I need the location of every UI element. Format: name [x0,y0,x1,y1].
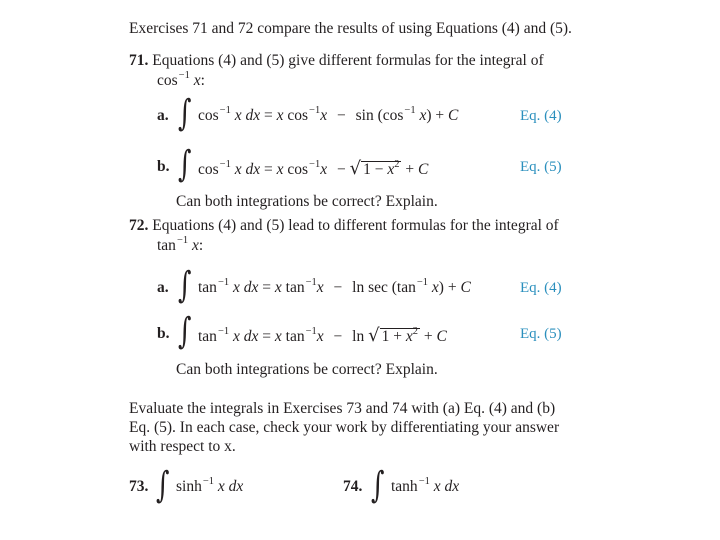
exercise-72-line2: $\tan^{-1} x$: [157,235,204,254]
integral-sign-icon: ∫ [178,265,192,306]
exercise-71-text-line1: Equations (4) and (5) give different formulas for the integral of [152,52,544,69]
integral-sign-icon: ∫ [178,93,192,134]
evaluate-line1: Evaluate the integrals in Exercises 73 and 74 with (a) Eq. (4) and (b) [129,400,556,417]
integral-sign-icon: ∫ [156,465,170,506]
exercise-72a-formula: $\tan^{-1} x$ dx = x $\tan^{-1}x - \ln \sec (\tan^{-1}$ x) + C [198,277,471,296]
exercise-73-number: 73. [129,478,149,495]
exercise-72-statement [129,217,559,235]
exercise-71b-ref: Eq. (5) [520,159,562,175]
exercise-72b-label: b. [157,325,170,342]
exercise-72b-formula: $\tan^{-1} x$ dx = x $\tan^{-1}x - \ln$ √ $1 + x^2 + C$ [198,325,447,346]
exercise-71a-label: a. [157,107,169,124]
exercise-72b-ref: Eq. (5) [520,326,562,342]
exercise-72-text-line1: Equations (4) and (5) lead to different formulas for the integral of [152,217,559,234]
exercise-72a-ref: Eq. (4) [520,280,562,296]
exercise-71-line2: $\cos^{-1} x$: [157,70,205,89]
exercise-71-number: 71. [129,52,149,69]
exercise-71b-formula: $\cos^{-1} x$ dx = x $\cos^{-1}x$ − √ $1 - x^2 + C$ [198,158,429,179]
exercise-73-formula: $\sinh^{-1} x$ dx [176,476,244,495]
evaluate-line3: with respect to x. [129,438,236,455]
exercise-71a-ref: Eq. (4) [520,108,562,124]
integral-sign-icon: ∫ [178,144,192,185]
exercise-72-number: 72. [129,217,149,234]
exercise-71-question: Can both integrations be correct? Explain. [176,193,438,210]
exercise-74-formula: $\tanh^{-1} x$ dx [391,476,460,495]
exercise-74-number: 74. [343,478,363,495]
exercise-72a-label: a. [157,279,169,296]
integral-sign-icon: ∫ [178,311,192,352]
exercise-71-statement [129,52,544,70]
exercise-71a-formula: $\cos^{-1} x$ dx = x $\cos^{-1}x - \sin (\cos^{-1}$ x) + C [198,105,459,124]
exercise-71b-label: b. [157,158,170,175]
exercise-72-question: Can both integrations be correct? Explain. [176,361,438,378]
intro-text: Exercises 71 and 72 compare the results of using Equations (4) and (5). [129,20,572,37]
evaluate-line2: Eq. (5). In each case, check your work by differentiating your answer [129,419,560,436]
integral-sign-icon: ∫ [371,465,385,506]
